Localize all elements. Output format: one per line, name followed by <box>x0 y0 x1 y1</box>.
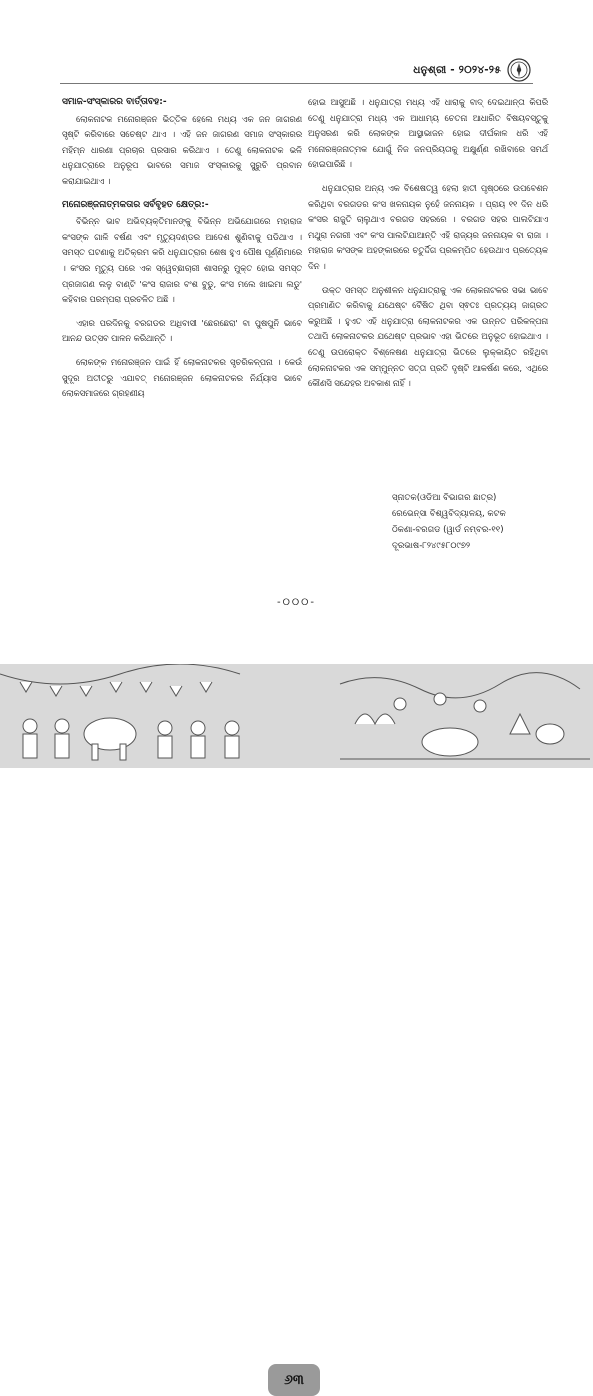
page-header <box>413 58 531 82</box>
paragraph: ଏହାର ପରଦିନକୁ ବରଗଡର ଅଧିବାସୀ 'ଛେରଛେରା' ବା ପୁଷପୁନି ଭାବେ ଆନନ୍ଦ ଉତ୍ସବ ପାଳନ କରିଥାନ୍ତି । <box>62 317 302 344</box>
author-phone: ଦୂରଭାଷ-୮୨୪୯୫୮୦୯୭୨ <box>392 541 471 551</box>
header-divider <box>60 83 533 84</box>
paragraph: ଲୋକନାଟକ ମନୋରଞ୍ଜନ ଭିତ୍ତିକ ହେଲେ ମଧ୍ୟ ଏକ ଜନ ଜାଗରଣ ସୃଷ୍ଟି କରିବାରେ ସଚେଷ୍ଟ ଥାଏ । ଏହି ଜନ ଜାଗରଣ ସମାଜ ସଂସ୍କାରର ମହିମ୍ନ ଧାରଣା ପ୍ରଚାର ପ୍ରସାର କରିଥାଏ । ତେଣୁ ଲୋକନାଟକ ଭଳି ଧନୁଯାତ୍ରାରେ ଅନୁରୂପ ଭାବରେ ସମାଜ ସଂସ୍କାରକୁ ସୁରୁଚି ପ୍ରବାନ କରାଯାଇଥାଏ । <box>62 113 302 186</box>
page-number: ୬୩ <box>268 1364 320 1396</box>
paragraph: ହୋଇ ଆସୁଅଛି । ଧନୁଯାତ୍ରା ମଧ୍ୟ ଏହି ଧାରାକୁ ବାଦ୍ ଦେଇଥାନ୍ତା କିପରି ତେଣୁ ଧନୁଯାତ୍ରା ମଧ୍ୟ ଏକ ଆଧାମ୍ୟ ଚେତନା ଆଧାରିତ ବିଷୟବସ୍ତୁକୁ ଅନୁସରଣ କରି ଲୋକଙ୍କ ଆସ୍ଥାଭାଜନ ହୋଇ ଦୀର୍ଘକାଳ ଧରି ଏହି ମନୋରଞ୍ଜନାତ୍ମକ ଯୋଗୁଁ ନିଜ ଜନପ୍ରିୟତାକୁ ଅକ୍ଷୁର୍ଣ୍ଣ ରଖିବାରେ ସମର୍ଥ ହୋଇପାରିଛି । <box>308 97 548 170</box>
section-heading-entertainment: ମନୋରଞ୍ଜନାତ୍ମକତାର ସର୍ବବୃହତ କ୍ଷେତ୍ର:- <box>62 199 209 210</box>
paragraph: ଉକ୍ତ ସମସ୍ତ ଅନୁଶୀଳନ ଧନୁଯାତ୍ରାକୁ ଏକ ଲୋକନାଟକର ସଭା ଭାବେ ପ୍ରମାଣିତ କରିବାକୁ ଯଥେଷ୍ଟ ବୈଷିତ ଥିବା ସ୍ଵତଃ ପ୍ରତ୍ୟୟ ଜାଗ୍ରତ କରୁଅଛି । ହୁଏତ ଏହି ଧନୁଯାତ୍ରା ଲୋକନାଟକର ଏକ ଉନ୍ନତ ପରିକଳ୍ପନା ତଥାପି ଲୋକନାଟକର ଯଥେଷ୍ଟ ପ୍ରଭାବ ଏହା ଭିତରେ ଅନୁଭୂତ ହୋଇଥାଏ । ତେଣୁ ଉପରୋକ୍ତ ବିଶ୍ଳେଷଣ ଧନୁଯାତ୍ରା ଭିତରେ ଲୁକ୍କାୟିତ ରହିଥିବା ଲୋକନାଟକର ଏକ ସମ୍ମୁନ୍ନତ ସତ୍ତା ପ୍ରତି ଦୃଷ୍ଟି ଆକର୍ଷଣ କରେ, ଏଥିରେ କୌଣସି ସନ୍ଦେହର ଅବକାଶ ନାହିଁ । <box>308 284 548 389</box>
section-heading-social-reform: ସମାଜ-ସଂସ୍କାରର ବାର୍ତ୍ତାବହ:- <box>62 97 167 107</box>
author-degree: ସ୍ନାତକ(ଓଡିଆ ବିଭାଗର ଛାତ୍ର) <box>392 493 497 503</box>
right-column <box>308 95 548 400</box>
seal-emblem-icon <box>507 58 531 82</box>
author-signature <box>392 490 506 554</box>
paragraph: ଲୋକଙ୍କ ମନୋରଞ୍ଜନ ପାଇଁ ହିଁ ଲୋକନାଟକର ସୃଚରିକଳ୍ପନା । କେଉଁ ସୁଦୂର ଅତୀତରୁ ଏଯାବତ୍ ମନୋରଞ୍ଜନ ଲୋକନାଟକର ନିର୍ଯ୍ୟାସ ଭାବେ ଲୋକସମାଜରେ ଗ୍ରହଣୀୟ <box>62 356 302 399</box>
magazine-title: ଧନୁଶ୍ରୀ - ୨୦୨୪-୨୫ <box>413 63 501 76</box>
folk-art-border-icon <box>0 664 593 768</box>
end-mark: -୦୦୦- <box>277 597 316 608</box>
paragraph: ଧନୁଯାତ୍ରାର ଅନ୍ୟ ଏକ ବିଶେଷତ୍ୱ ହେଲା ହାତୀ ପୃଷ୍ଠରେ ଉପବେଶନ କରିଥିବା ବରଗଡର କଂସ ଖଳନାୟକ ନୁହେଁ ଜନନାୟକ । ପ୍ରାୟ ୧୧ ଦିନ ଧରି କଂସର ରାଜୁତି ଚାଲୁଥାଏ ବରଗଡ ସହରରେ । ବରଗଡ ସହର ପାଲଟିଯାଏ ମଥୁରା ନଗରୀ ଏବଂ କଂସ ପାଲଟିଯାଆନ୍ତି ଏହି ରାଜ୍ୟର ଜନନାୟକ ବା ରାଜା । ମହାରାଜ କଂସଙ୍କ ଅହଙ୍କାରରେ ଚତୁର୍ଦ୍ଦିଗ ପ୍ରକମ୍ପିତ ହେଉଥାଏ ପ୍ରତ୍ୟେକ ଦିନ । <box>308 182 548 271</box>
paragraph: ବିଭିନ୍ନ ଭାବ ଅଭିବ୍ୟକ୍ତିମାନଙ୍କୁ ବିଭିନ୍ନ ଅଭିଯୋଗରେ ମହାରାଜ କଂସଙ୍କ ଗାଳି ବର୍ଷଣ ଏବଂ ମୃତ୍ୟୁଦଣ୍ଡର ଆଦେଶ ଶୁଣିବାକୁ ପଡିଥାଏ । ସମସ୍ତ ଘଟଣାକୁ ଅତିକ୍ରମ କରି ଧନୁଯାତ୍ରାର ଶେଷ ହୁଏ ପୌଷ ପୂର୍ଣ୍ଣିମାରେ । କଂସର ମୃତ୍ୟୁ ପରେ ଏକ ସ୍ୱେଚ୍ଛାଚାରୀ ଶାସନରୁ ମୁକ୍ତ ହୋଇ ସମସ୍ତ ପ୍ରଜାଗଣ ଲଳୁ ବାଣ୍ଟି 'କଂସ ରାଜାର ବଂଶ ବୁଡୁ, କଂସ ମଲେ ଖାଇମା ଲଡୁ' କହିବାର ପରମ୍ପରା ପ୍ରଚଳିତ ଅଛି । <box>62 216 302 305</box>
author-address: ଠିକଣା-ବରଗଡ (ୱାର୍ଡ ନମ୍ବର-୧୧) <box>392 525 504 535</box>
author-university: ରେଭେନ୍ସା ବିଶ୍ୱବିଦ୍ୟାଳୟ, କଟକ <box>392 509 506 519</box>
left-column <box>62 95 302 410</box>
footer-band <box>0 664 593 1388</box>
